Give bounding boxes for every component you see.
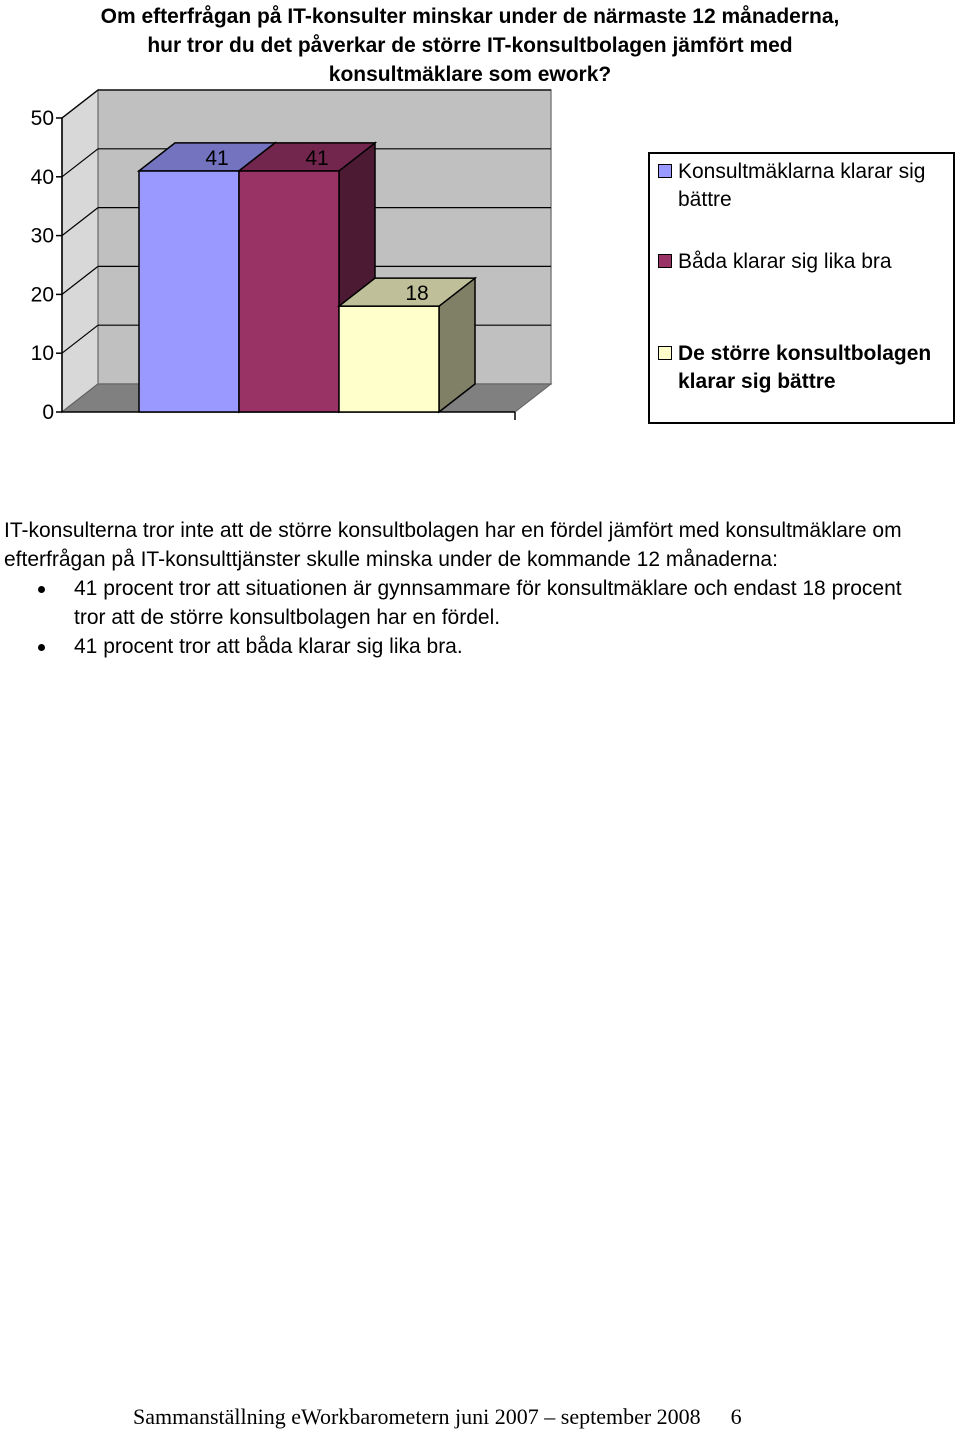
data-label: 41 (305, 146, 329, 170)
bullet-item (4, 632, 934, 661)
page-number: 6 (730, 1404, 742, 1429)
legend-item-konsultmaklarna (658, 158, 948, 214)
bullet-icon (38, 586, 45, 593)
bullet-text: 41 procent tror att båda klarar sig lika bra. (74, 635, 463, 658)
bullet-text: 41 procent tror att situationen är gynnsammare för konsultmäklare och endast 18 procent tror att de större konsultbolagen har en fördel. (74, 577, 902, 629)
data-label: 41 (205, 146, 229, 170)
y-tick-label: 30 (30, 224, 54, 248)
y-tick-label: 10 (30, 342, 54, 366)
bullet-icon (38, 644, 45, 651)
legend-label: Båda klarar sig lika bra (678, 250, 892, 273)
legend-item-storre-konsultbolagen (658, 340, 948, 396)
summary-paragraph: IT-konsulterna tror inte att de större konsultbolagen har en fördel jämfört med konsultmäklare om efterfrågan på IT-konsulttjänster skulle minska under de kommande 12 månaderna: (4, 519, 902, 571)
bar (239, 171, 339, 412)
chart-legend (648, 152, 955, 424)
legend-swatch (658, 164, 672, 178)
bar (139, 171, 239, 412)
bar (339, 306, 439, 412)
legend-label: Konsultmäklarna klarar sig bättre (678, 160, 926, 211)
body-text (4, 516, 934, 661)
y-tick-label: 40 (30, 165, 54, 189)
y-tick-label: 20 (30, 283, 54, 307)
footer-text: Sammanställning eWorkbarometern juni 2007 – september 2008 (133, 1404, 701, 1429)
y-tick-label: 0 (42, 401, 54, 424)
chart-side-wall (62, 90, 98, 412)
legend-swatch (658, 346, 672, 360)
legend-item-bada (658, 248, 948, 276)
bullet-item (4, 574, 934, 632)
page-footer (133, 1404, 742, 1430)
legend-swatch (658, 254, 672, 268)
legend-label: De större konsultbolagen klarar sig bättre (678, 342, 932, 393)
data-label: 18 (405, 282, 429, 306)
bullet-list (4, 574, 934, 661)
y-tick-label: 50 (30, 107, 54, 130)
chart-title: Om efterfrågan på IT-konsulter minskar under de närmaste 12 månaderna, hur tror du det påverkar de större IT-konsultbolagen jämfört med konsultmäklare som ework? (100, 5, 840, 86)
